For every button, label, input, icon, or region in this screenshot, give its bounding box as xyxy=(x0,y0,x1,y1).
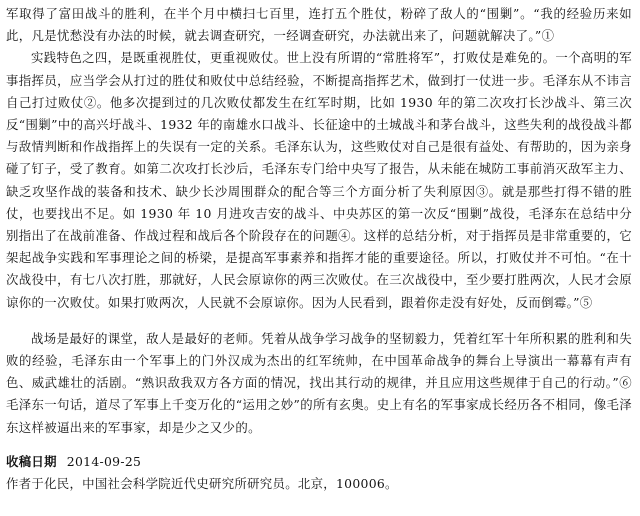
paragraph-gap xyxy=(6,314,632,328)
section-gap xyxy=(6,439,632,451)
paragraph-1: 军取得了富田战斗的胜利，在半个月中横扫七百里，连打五个胜仗，粉碎了敌人的“围剿”。“我的经验历来如此，凡是忧愁没有办法的时候，就去调查研究，一经调查研究，办法就出来了，问题就解决了。”① xyxy=(6,6,632,44)
author-note: 作者于化民，中国社会科学院近代史研究所研究员。北京，100006。 xyxy=(6,475,398,491)
received-label: 收稿日期 xyxy=(6,453,57,469)
received-date-line xyxy=(6,451,632,473)
paragraph-3: 战场是最好的课堂，敌人是最好的老师。凭着从战争学习战争的坚韧毅力，凭着红军十年所积累的胜利和失败的经验，毛泽东由一个军事上的门外汉成为杰出的红军统帅，在中国革命战争的舞台上导演出一幕幕有声有色、威武雄壮的活剧。“熟识敌我双方各方面的情况，找出其行动的规律，并且应用这些规律于自己的行动。”⑥毛泽东一句话，道尽了军事上千变万化的“运用之妙”的所有玄奥。史上有名的军事家成长经历各不相同，像毛泽东这样被逼出来的军事家，却是少之又少的。 xyxy=(6,330,632,435)
paragraph-2: 实践特色之四，是既重视胜仗，更重视败仗。世上没有所谓的“常胜将军”，打败仗是难免的。一个高明的军事指挥员，应当学会从打过的胜仗和败仗中总结经验，不断提高指挥艺术，做到打一仗进一步。毛泽东从不讳言自己打过败仗②。他多次提到过的几次败仗都发生在红军时期，比如 1930 年的第二次攻打长沙战斗、第三次反“围剿”中的高兴圩战斗、1932 年的南雄水口战斗、长征途中的土城战斗和茅台战斗，这些失利的战役战斗都与敌情判断和作战指挥上的失误有一定的关系。毛泽东认为，这些败仗对自己是很有益处、有帮助的，因为亲身碰了钉子，受了教育。如第二次攻打长沙后，毛泽东专门给中央写了报告，从未能在城防工事前消灭敌军主力、缺乏攻坚作战的装备和技术、缺少长沙周围群众的配合等三个方面分析了失利原因③。就是那些打得不错的胜仗，也要找出不足。如 1930 年 10 月进攻吉安的战斗、中央苏区的第一次反“围剿”战役，毛泽东在总结中分别指出了在战前准备、作战过程和战后各个阶段存在的问题④。这样的总结分析，对于指挥员是非常重要的，它架起战争实践和军事理论之间的桥梁，是提高军事素养和指挥才能的重要途径。所以，打败仗并不可怕。“在十次战役中，有七八次打胜，那就好，人民会原谅你的两三次败仗。在三次战役中，至少要打胜两次，人民才会原谅你的一次败仗。如果打败两次，人民就不会原谅你。因为人民看到，跟着你走没有好处，反而倒霉。”⑤ xyxy=(6,50,632,310)
received-date: 2014-09-25 xyxy=(66,453,142,469)
